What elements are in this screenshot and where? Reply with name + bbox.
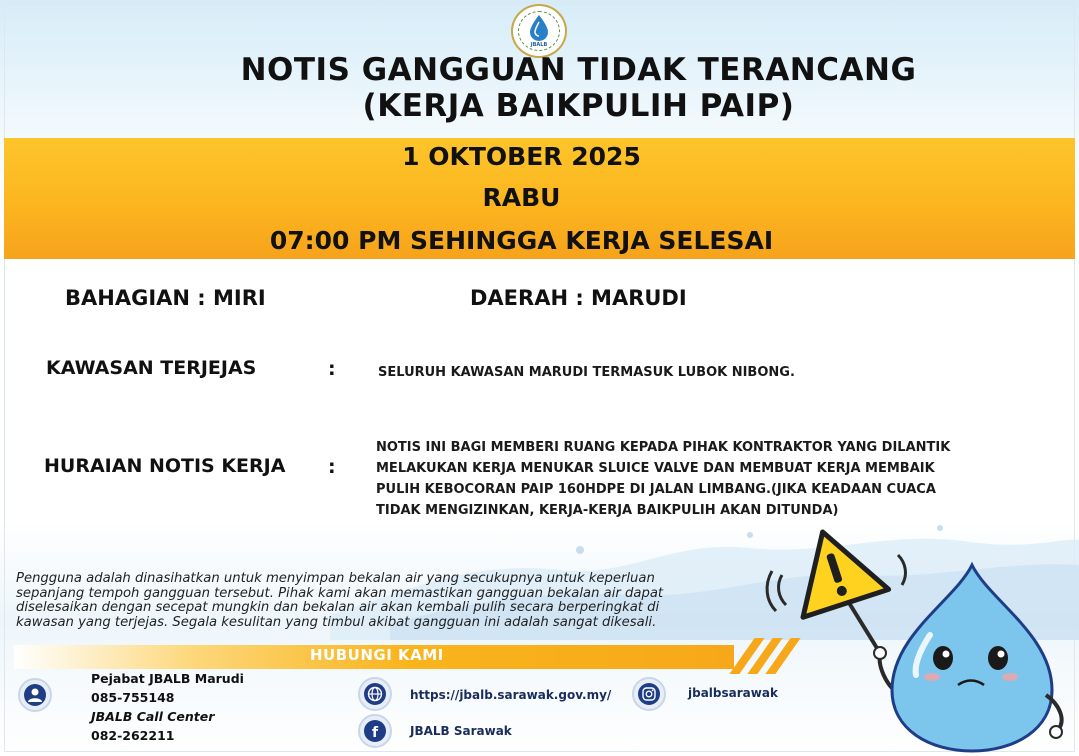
affected-area-value: SELURUH KAWASAN MARUDI TERMASUK LUBOK NIBONG. <box>378 365 795 380</box>
facebook-glyph-icon <box>364 720 386 742</box>
globe-icon <box>358 677 392 711</box>
person-icon <box>18 678 52 712</box>
affected-area-colon: : <box>328 358 336 380</box>
jbalb-logo <box>511 4 567 58</box>
instagram-link[interactable]: jbalbsarawak <box>688 686 778 700</box>
work-description-label: HURAIAN NOTIS KERJA <box>44 455 286 477</box>
office-phone: 085-755148 <box>91 690 175 705</box>
schedule-date: 1 OKTOBER 2025 <box>402 142 641 171</box>
office-name: Pejabat JBALB Marudi <box>91 671 244 686</box>
instagram-icon <box>632 677 666 711</box>
user-glyph-icon <box>24 684 46 706</box>
description-line: MELAKUKAN KERJA MENUKAR SLUICE VALVE DAN MEMBUAT KERJA MEMBAIK <box>376 461 935 476</box>
description-line: PULIH KEBOCORAN PAIP 160HDPE DI JALAN LIMBANG.(JIKA KEADAAN CUACA <box>376 482 936 497</box>
website-link[interactable]: https://jbalb.sarawak.gov.my/ <box>410 688 612 702</box>
advisory-line: sepanjang tempoh gangguan tersebut. Pihak kami akan memastikan gangguan bekalan air dapat <box>16 585 664 601</box>
description-line: TIDAK MENGIZINKAN, KERJA-KERJA BAIKPULIH AKAN DITUNDA) <box>376 503 839 518</box>
call-center-phone: 082-262211 <box>91 728 175 743</box>
water-drop-mascot <box>760 525 1079 756</box>
work-description-text <box>376 437 950 521</box>
globe-glyph-icon <box>364 683 386 705</box>
logo-label: JBALB <box>530 42 548 48</box>
instagram-glyph-icon <box>638 683 660 705</box>
schedule-day: RABU <box>482 183 561 212</box>
facebook-icon <box>358 714 392 748</box>
description-line: NOTIS INI BAGI MEMBERI RUANG KEPADA PIHAK KONTRAKTOR YANG DILANTIK <box>376 440 951 455</box>
advisory-text <box>16 572 776 630</box>
schedule-time: 07:00 PM SEHINGGA KERJA SELESAI <box>269 226 774 255</box>
affected-area-label: KAWASAN TERJEJAS <box>46 357 257 379</box>
notice-subtitle: (KERJA BAIKPULIH PAIP) <box>362 88 795 124</box>
warning-sign-icon <box>780 525 889 617</box>
work-description-colon: : <box>328 456 336 478</box>
advisory-line: diselesaikan dengan secepat mungkin dan bekalan air akan kembali pulih secara berperingkat di <box>16 600 660 615</box>
call-center-name: JBALB Call Center <box>91 709 215 724</box>
facebook-link[interactable]: JBALB Sarawak <box>410 724 512 738</box>
advisory-line: kawasan yang terjejas. Segala kesulitan yang timbul akibat gangguan ini adalah sangat dikesali. <box>16 614 657 630</box>
water-drop-logo-icon <box>527 14 551 42</box>
daerah-label: DAERAH : MARUDI <box>470 286 687 310</box>
svg-text:f: f <box>372 725 379 741</box>
bahagian-label: BAHAGIAN : MIRI <box>65 286 266 310</box>
notice-title: NOTIS GANGGUAN TIDAK TERANCANG <box>240 52 917 88</box>
contact-heading: HUBUNGI KAMI <box>310 646 444 664</box>
advisory-line: Pengguna adalah dinasihatkan untuk menyimpan bekalan air yang secukupnya untuk keperluan <box>16 571 655 586</box>
